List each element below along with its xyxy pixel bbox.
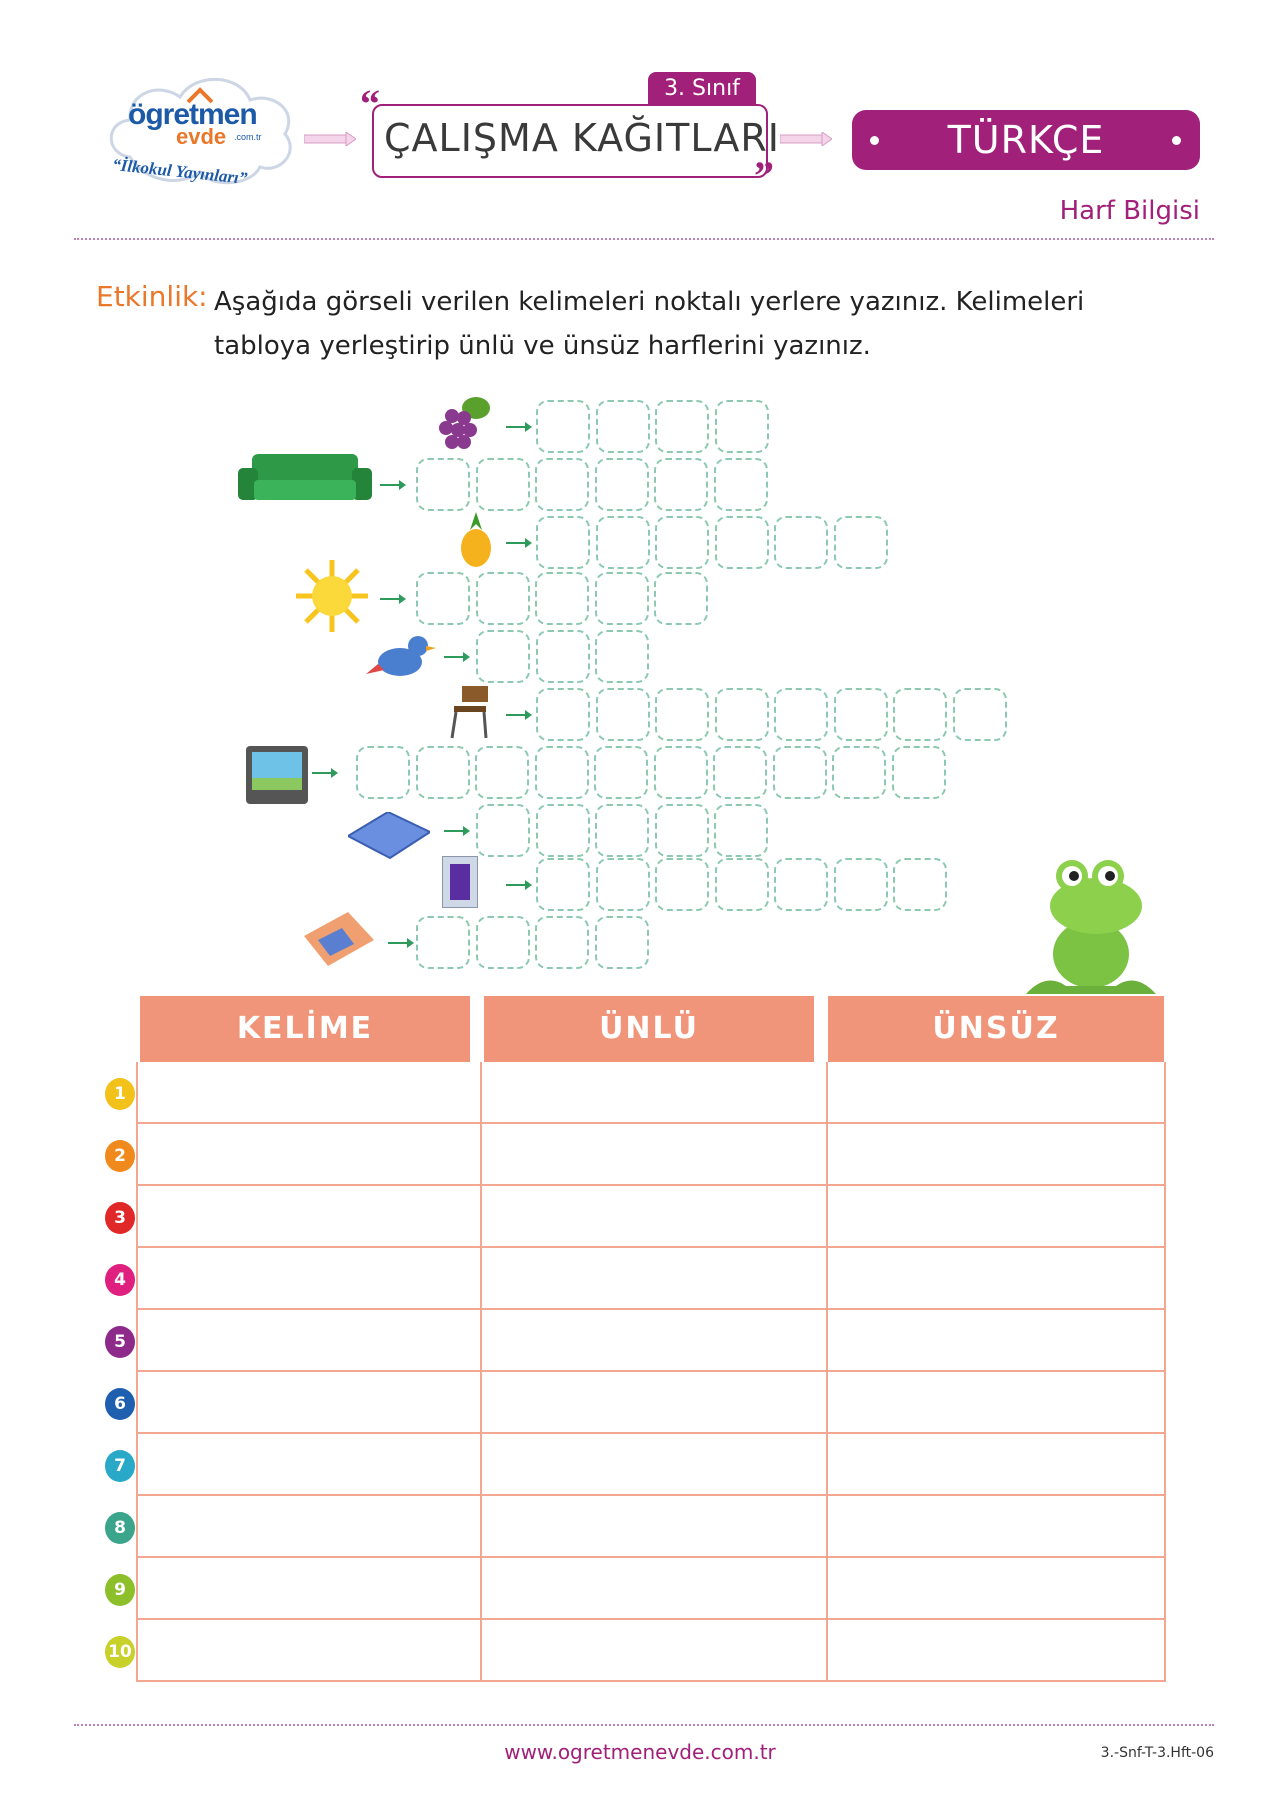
subject-badge: TÜRKÇE	[852, 110, 1200, 170]
letter-cell[interactable]	[416, 572, 470, 625]
letter-cell[interactable]	[893, 688, 947, 741]
sofa-icon	[238, 452, 372, 506]
letter-cell[interactable]	[535, 916, 589, 969]
row-number-badge: 6	[105, 1388, 135, 1420]
row-number-badge: 4	[105, 1264, 135, 1296]
letter-cell[interactable]	[535, 746, 589, 799]
table-row[interactable]	[138, 1062, 1164, 1124]
letter-cell[interactable]	[595, 458, 649, 511]
table-row[interactable]	[138, 1310, 1164, 1372]
letter-cell[interactable]	[715, 858, 769, 911]
table-row[interactable]	[138, 1434, 1164, 1496]
column-header-word: KELİME	[140, 996, 470, 1062]
arrow-right-icon	[312, 772, 336, 774]
activity-instruction: Aşağıda görseli verilen kelimeleri noktalı yerlere yazınız. Kelimeleri tabloya yerleştirip ünlü ve ünsüz harflerini yazınız.	[214, 287, 1085, 361]
letter-cell[interactable]	[536, 858, 590, 911]
notebook-icon	[348, 812, 430, 860]
table-row[interactable]	[138, 1124, 1164, 1186]
letter-cell[interactable]	[834, 516, 888, 569]
letter-cell[interactable]	[475, 746, 529, 799]
frog-icon	[1016, 854, 1166, 1004]
letter-cell[interactable]	[655, 804, 709, 857]
letter-cell[interactable]	[476, 458, 530, 511]
letter-cell[interactable]	[893, 858, 947, 911]
topic-label: Harf Bilgisi	[1059, 196, 1200, 226]
letter-cell[interactable]	[892, 746, 946, 799]
table-row[interactable]	[138, 1186, 1164, 1248]
letter-cell[interactable]	[773, 746, 827, 799]
divider	[74, 1724, 1214, 1726]
letter-cell[interactable]	[654, 746, 708, 799]
activity-label: Etkinlik:	[96, 280, 208, 313]
answer-table	[136, 1062, 1166, 1682]
row-number-badge: 9	[105, 1574, 135, 1606]
table-row[interactable]	[138, 1496, 1164, 1558]
arrow-right-icon	[506, 426, 530, 428]
letter-cell[interactable]	[834, 858, 888, 911]
letter-cell[interactable]	[654, 458, 708, 511]
logo-text: ögretmen	[128, 98, 257, 131]
arrow-right-icon	[506, 542, 530, 544]
letter-cell[interactable]	[595, 572, 649, 625]
arrow-right-icon	[380, 598, 404, 600]
letter-cell[interactable]	[714, 804, 768, 857]
letter-cell[interactable]	[596, 516, 650, 569]
letter-cell[interactable]	[356, 746, 410, 799]
letter-cell[interactable]	[476, 630, 530, 683]
table-row[interactable]	[138, 1558, 1164, 1620]
row-number-badge: 8	[105, 1512, 135, 1544]
column-header-vowel: ÜNLÜ	[484, 996, 814, 1062]
logo-domain: .com.tr	[234, 132, 262, 142]
letter-cell[interactable]	[595, 630, 649, 683]
letter-cell[interactable]	[535, 458, 589, 511]
letter-cell[interactable]	[655, 400, 709, 453]
table-row[interactable]	[138, 1620, 1164, 1682]
letter-cell[interactable]	[416, 458, 470, 511]
logo-evde: evde	[176, 124, 227, 149]
letter-cell[interactable]	[536, 400, 590, 453]
letter-cell[interactable]	[594, 746, 648, 799]
arrow-right-icon	[380, 484, 404, 486]
letter-cell[interactable]	[476, 804, 530, 857]
open-quote-icon: “	[360, 81, 380, 126]
column-header-consonant: ÜNSÜZ	[828, 996, 1164, 1062]
letter-cell[interactable]	[476, 916, 530, 969]
arrow-right-icon	[444, 656, 468, 658]
letter-cell[interactable]	[715, 400, 769, 453]
row-number-badge: 3	[105, 1202, 135, 1234]
arrow-right-icon	[506, 884, 530, 886]
letter-cell[interactable]	[834, 688, 888, 741]
row-number-badge: 7	[105, 1450, 135, 1482]
letter-cell[interactable]	[596, 688, 650, 741]
letter-cell[interactable]	[713, 746, 767, 799]
letter-cell[interactable]	[774, 688, 828, 741]
letter-cell[interactable]	[536, 630, 590, 683]
arrow-right-icon	[444, 830, 468, 832]
letter-cell[interactable]	[774, 858, 828, 911]
pineapple-icon	[456, 512, 496, 568]
letter-cell[interactable]	[596, 400, 650, 453]
letter-cell[interactable]	[774, 516, 828, 569]
page-title: ÇALIŞMA KAĞITLARI	[384, 116, 780, 160]
letter-cell[interactable]	[715, 516, 769, 569]
letter-cell[interactable]	[655, 688, 709, 741]
letter-cell[interactable]	[715, 688, 769, 741]
letter-cell[interactable]	[595, 804, 649, 857]
letter-cell[interactable]	[535, 572, 589, 625]
table-row[interactable]	[138, 1248, 1164, 1310]
arrow-right-icon	[388, 942, 412, 944]
row-number-badge: 2	[105, 1140, 135, 1172]
row-number-badge: 10	[105, 1636, 135, 1668]
letter-cell[interactable]	[714, 458, 768, 511]
letter-cell[interactable]	[416, 916, 470, 969]
letter-cell[interactable]	[536, 688, 590, 741]
logo-subtitle: “İlkokul Yayınları”	[111, 154, 249, 189]
footer-code: 3.-Snf-T-3.Hft-06	[1100, 1745, 1214, 1761]
row-number-badge: 1	[105, 1078, 135, 1110]
letter-cell[interactable]	[654, 572, 708, 625]
arrow-right-icon	[506, 714, 530, 716]
television-icon	[246, 744, 308, 806]
letter-cell[interactable]	[595, 916, 649, 969]
window-icon	[442, 856, 478, 908]
table-row[interactable]	[138, 1372, 1164, 1434]
close-quote-icon: ”	[754, 153, 774, 198]
blanket-icon	[298, 906, 376, 970]
grade-tab: 3. Sınıf	[648, 72, 756, 106]
sun-icon	[296, 560, 368, 632]
letter-cell[interactable]	[655, 516, 709, 569]
letter-cell[interactable]	[953, 688, 1007, 741]
letter-cell[interactable]	[655, 858, 709, 911]
letter-cell[interactable]	[596, 858, 650, 911]
letter-cell[interactable]	[536, 516, 590, 569]
letter-cell[interactable]	[536, 804, 590, 857]
letter-cell[interactable]	[832, 746, 886, 799]
letter-cell[interactable]	[416, 746, 470, 799]
footer-url: www.ogretmenevde.com.tr	[504, 1740, 776, 1764]
chair-icon	[448, 684, 492, 740]
row-number-badge: 5	[105, 1326, 135, 1358]
letter-cell[interactable]	[476, 572, 530, 625]
grapes-icon	[432, 392, 494, 454]
bird-icon	[366, 628, 436, 690]
